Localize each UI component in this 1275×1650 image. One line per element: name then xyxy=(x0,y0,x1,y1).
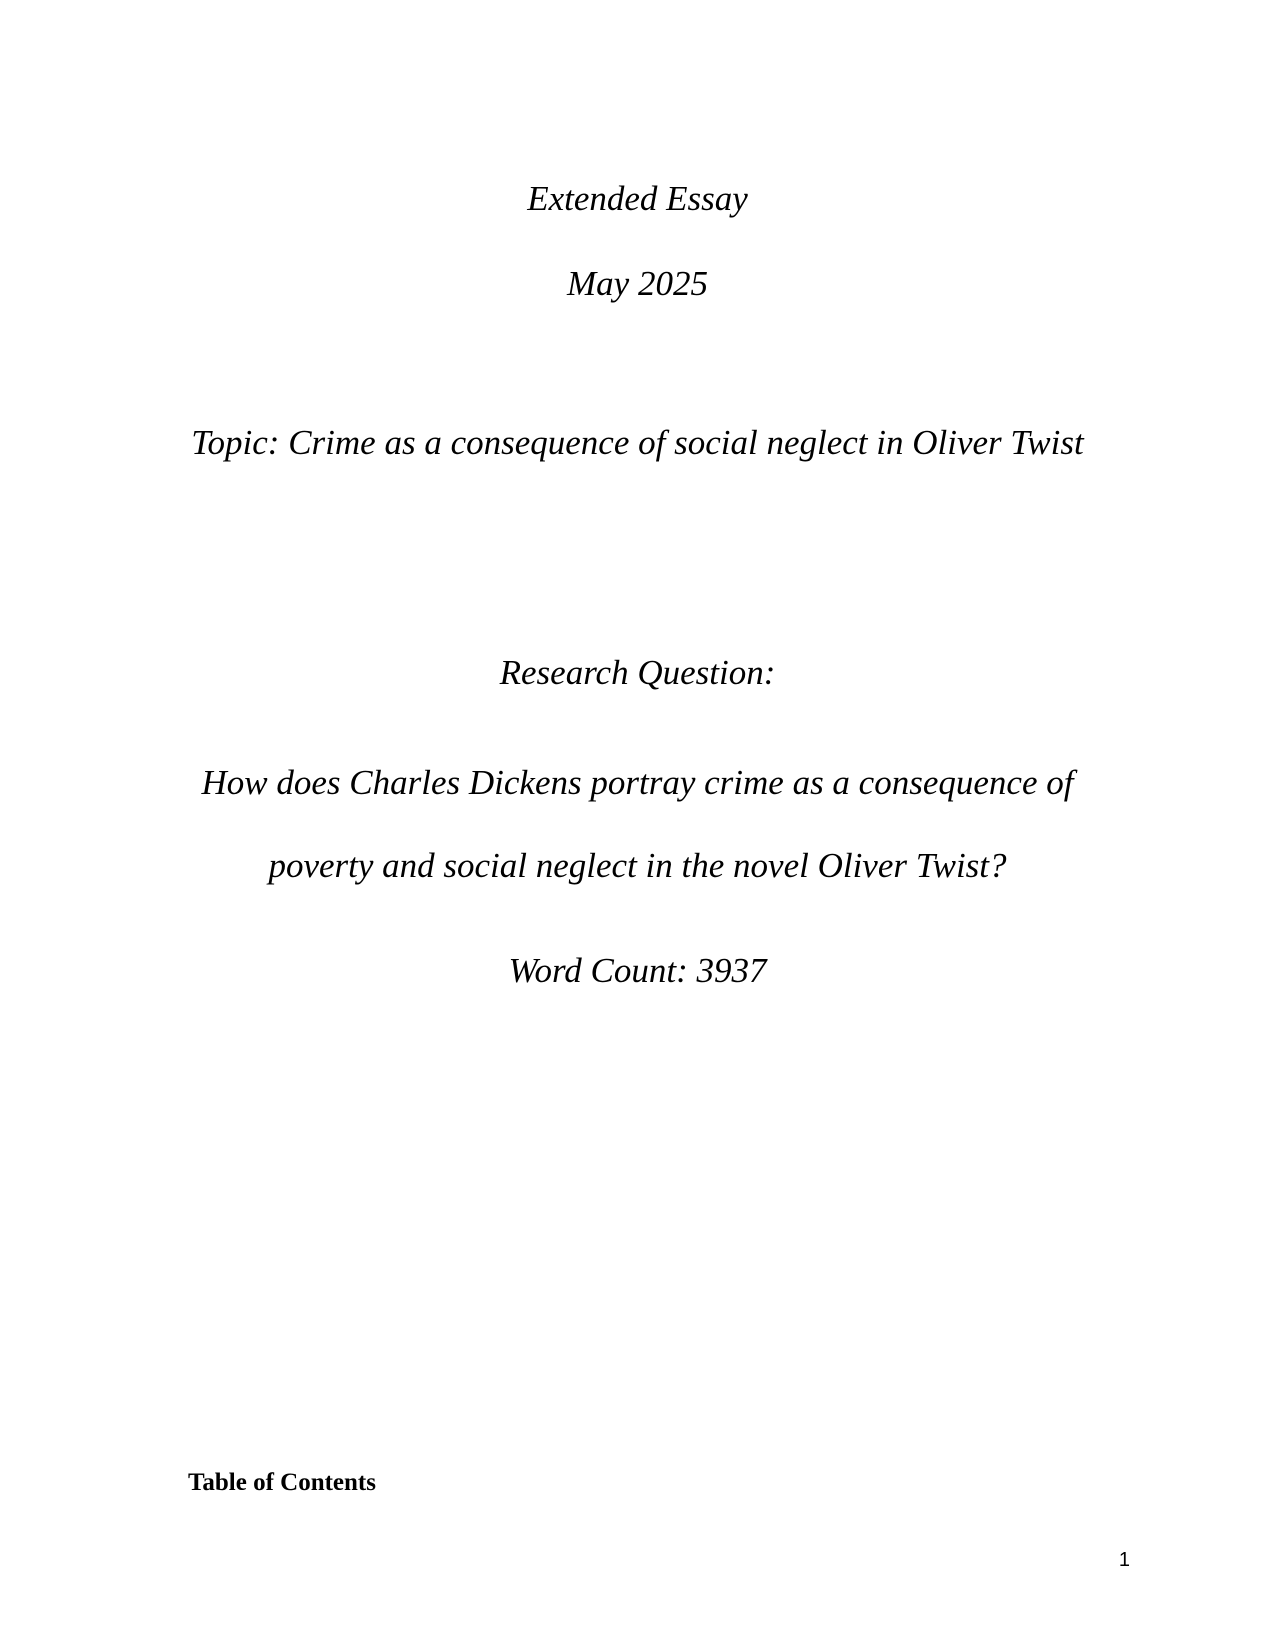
essay-date: May 2025 xyxy=(567,264,708,303)
research-question-line-2: poverty and social neglect in the novel Oliver Twist? xyxy=(268,846,1007,885)
toc-heading: Table of Contents xyxy=(188,1469,376,1496)
research-question-line-1: How does Charles Dickens portray crime as a consequence of xyxy=(201,763,1074,802)
research-question-label: Research Question: xyxy=(499,653,776,692)
word-count: Word Count: 3937 xyxy=(508,951,767,990)
page-number: 1 xyxy=(1118,1549,1130,1571)
essay-title: Extended Essay xyxy=(527,179,748,218)
essay-topic: Topic: Crime as a consequence of social neglect in Oliver Twist xyxy=(191,423,1084,462)
